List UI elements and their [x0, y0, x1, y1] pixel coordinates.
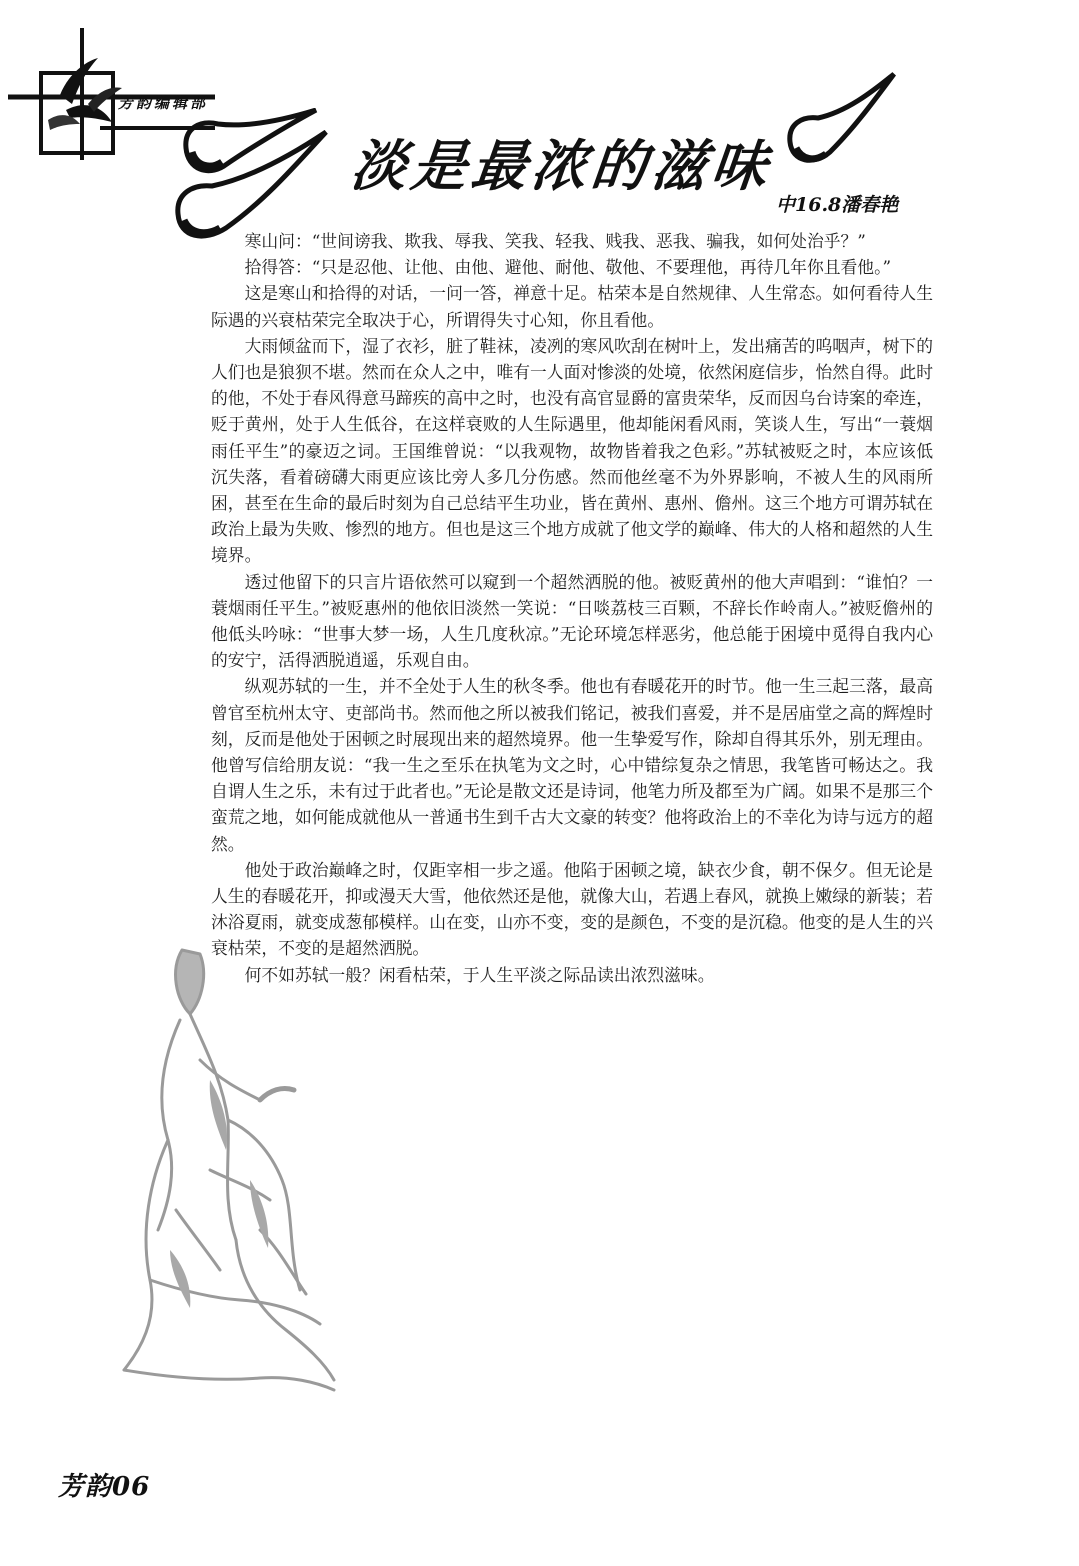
- paragraph: 何不如苏轼一般？闲看枯荣，于人生平淡之际品读出浓烈滋味。: [244, 964, 715, 985]
- paragraph: 拾得答：“只是忍他、让他、由他、避他、耐他、敬他、不要理他，再待几年你且看他。”: [244, 257, 892, 278]
- paragraph: 大雨倾盆而下，湿了衣衫，脏了鞋袜，凌冽的寒风吹刮在树叶上，发出痛苦的呜咽声，树下的人们也是狼狈不堪。然而在众人之中，唯有一人面对惨淡的处境，依然闲庭信步，怡然自得。此时的他，不处于春风得意马蹄疾的高中之时，也没有高官显爵的富贵荣华，反而因乌台诗案的牵连，贬于黄州，处于人生低谷，在这样衰败的人生际遇里，他却能闲看风雨，笑谈人生，写出“一蓑烟雨任平生”的豪迈之词。王国维曾说：“以我观物，故物皆着我之色彩。”苏轼被贬之时，本应该低沉失落，看着磅礴大雨更应该比旁人多几分伤感。然而他丝毫不为外界影响，不被人生的风雨所困，甚至在生命的最后时刻为自己总结平生功业，皆在黄州、惠州、儋州。这三个地方可谓苏轼在政治上最为失败、惨烈的地方。但也是这三个地方成就了他文学的巅峰、伟大的人格和超然的人生境界。: [211, 335, 933, 566]
- paragraph: 他处于政治巅峰之时，仅距宰相一步之遥。他陷于困顿之境，缺衣少食，朝不保夕。但无论是人生的春暖花开，抑或漫天大雪，他依然还是他，就像大山，若遇上春风，就换上嫩绿的新装；若沐浴夏雨，就变成葱郁模样。山在变，山亦不变，变的是颜色，不变的是沉稳。他变的是人生的兴衰枯荣，不变的是超然洒脱。: [211, 859, 933, 959]
- paragraph: 透过他留下的只言片语依然可以窥到一个超然洒脱的他。被贬黄州的他大声唱到：“谁怕？一蓑烟雨任平生。”被贬惠州的他依旧淡然一笑说：“日啖荔枝三百颗，不辞长作岭南人。”被贬儋州的他低头吟咏：“世事大梦一场，人生几度秋凉。”无论环境怎样恶劣，他总能于困境中觅得自我内心的安宁，活得洒脱逍遥，乐观自由。: [211, 571, 933, 671]
- ink-drop-icon: [784, 72, 896, 168]
- ancient-figure-illustration: [110, 930, 340, 1400]
- paragraph: 寒山问：“世间谤我、欺我、辱我、笑我、轻我、贱我、恶我、骗我，如何处治乎？”: [244, 231, 866, 251]
- article-title: 淡是最浓的滋味: [348, 133, 776, 198]
- club-name: 芳韵编辑部: [118, 94, 209, 112]
- paragraph: 这是寒山和拾得的对话，一问一答，禅意十足。枯荣本是自然规律、人生常态。如何看待人生际遇的兴衰枯荣完全取决于心，所谓得失寸心知，你且看他。: [211, 283, 933, 330]
- author-byline: 中16.8潘春艳: [776, 194, 899, 216]
- page-folio: 芳韵06: [58, 1472, 151, 1502]
- paragraph: 纵观苏轼的一生，并不全处于人生的秋冬季。他也有春暖花开的时节。他一生三起三落，最高曾官至杭州太守、吏部尚书。然而他之所以被我们铭记，被我们喜爱，并不是居庙堂之高的辉煌时刻，反而是他处于困顿之时展现出来的超然境界。他一生挚爱写作，除却自得其乐外，别无理由。他曾写信给朋友说：“我一生之至乐在执笔为文之时，心中错综复杂之情思，我笔皆可畅达之。我自谓人生之乐，未有过于此者也。”无论是散文还是诗词，他笔力所及都至为广阔。如果不是那三个蛮荒之地，如何能成就他从一普通书生到千古大文豪的转变？他将政治上的不幸化为诗与远方的超然。: [211, 676, 933, 854]
- article-body: [211, 228, 933, 988]
